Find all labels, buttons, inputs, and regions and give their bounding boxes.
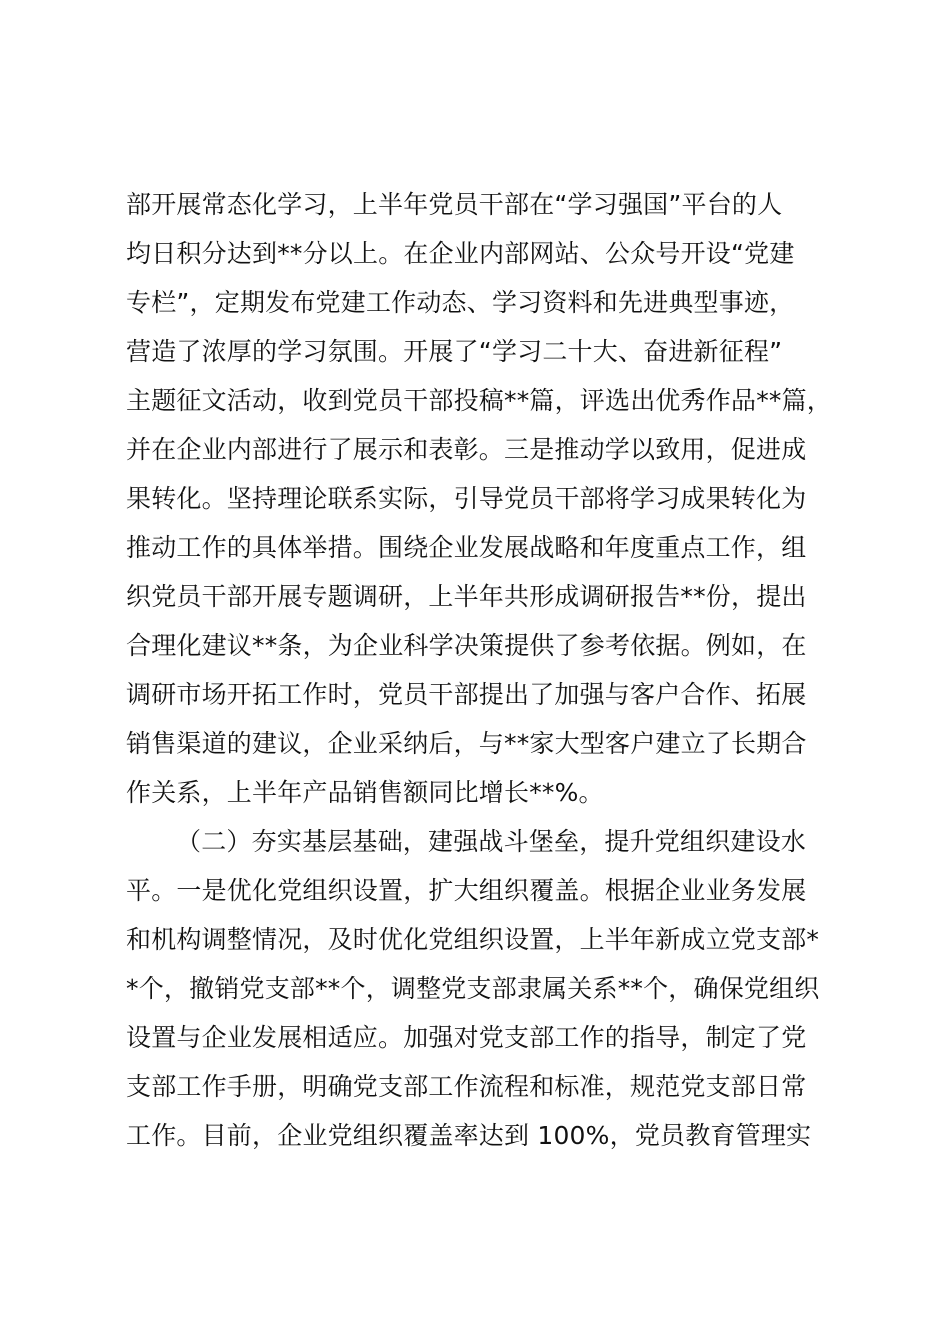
section-heading-line: （二）夯实基层基础，建强战斗堡垒，提升党组织建设水 — [176, 827, 807, 856]
text-line: 调研市场开拓工作时，党员干部提出了加强与客户合作、拓展 — [126, 680, 807, 709]
text-line: 织党员干部开展专题调研，上半年共形成调研报告**份，提出 — [126, 582, 807, 611]
text-line: 支部工作手册，明确党支部工作流程和标准，规范党支部日常 — [126, 1072, 807, 1101]
body-text — [126, 180, 838, 1160]
text-line: 部开展常态化学习，上半年党员干部在“学习强国”平台的人 — [126, 190, 783, 219]
text-line: 设置与企业发展相适应。加强对党支部工作的指导，制定了党 — [126, 1023, 807, 1052]
text-line: 和机构调整情况，及时优化党组织设置，上半年新成立党支部* — [126, 925, 820, 954]
text-line: 销售渠道的建议，企业采纳后，与**家大型客户建立了长期合 — [126, 729, 807, 758]
text-line: 并在企业内部进行了展示和表彰。三是推动学以致用，促进成 — [126, 435, 807, 464]
text-line: 均日积分达到**分以上。在企业内部网站、公众号开设“党建 — [126, 239, 795, 268]
text-line: 专栏”，定期发布党建工作动态、学习资料和先进典型事迹， — [126, 288, 795, 317]
text-line: 果转化。坚持理论联系实际，引导党员干部将学习成果转化为 — [126, 484, 807, 513]
text-line: 工作。目前，企业党组织覆盖率达到 100%，党员教育管理实 — [126, 1121, 812, 1150]
text-line: 作关系，上半年产品销售额同比增长**%。 — [126, 778, 604, 807]
text-line: 平。一是优化党组织设置，扩大组织覆盖。根据企业业务发展 — [126, 876, 807, 905]
text-line: 推动工作的具体举措。围绕企业发展战略和年度重点工作，组 — [126, 533, 807, 562]
text-line: 营造了浓厚的学习氛围。开展了“学习二十大、奋进新征程” — [126, 337, 783, 366]
text-line: 主题征文活动，收到党员干部投稿**篇，评选出优秀作品**篇， — [126, 386, 833, 415]
text-line: 合理化建议**条，为企业科学决策提供了参考依据。例如，在 — [126, 631, 807, 660]
text-line: *个，撤销党支部**个，调整党支部隶属关系**个，确保党组织 — [126, 974, 820, 1003]
